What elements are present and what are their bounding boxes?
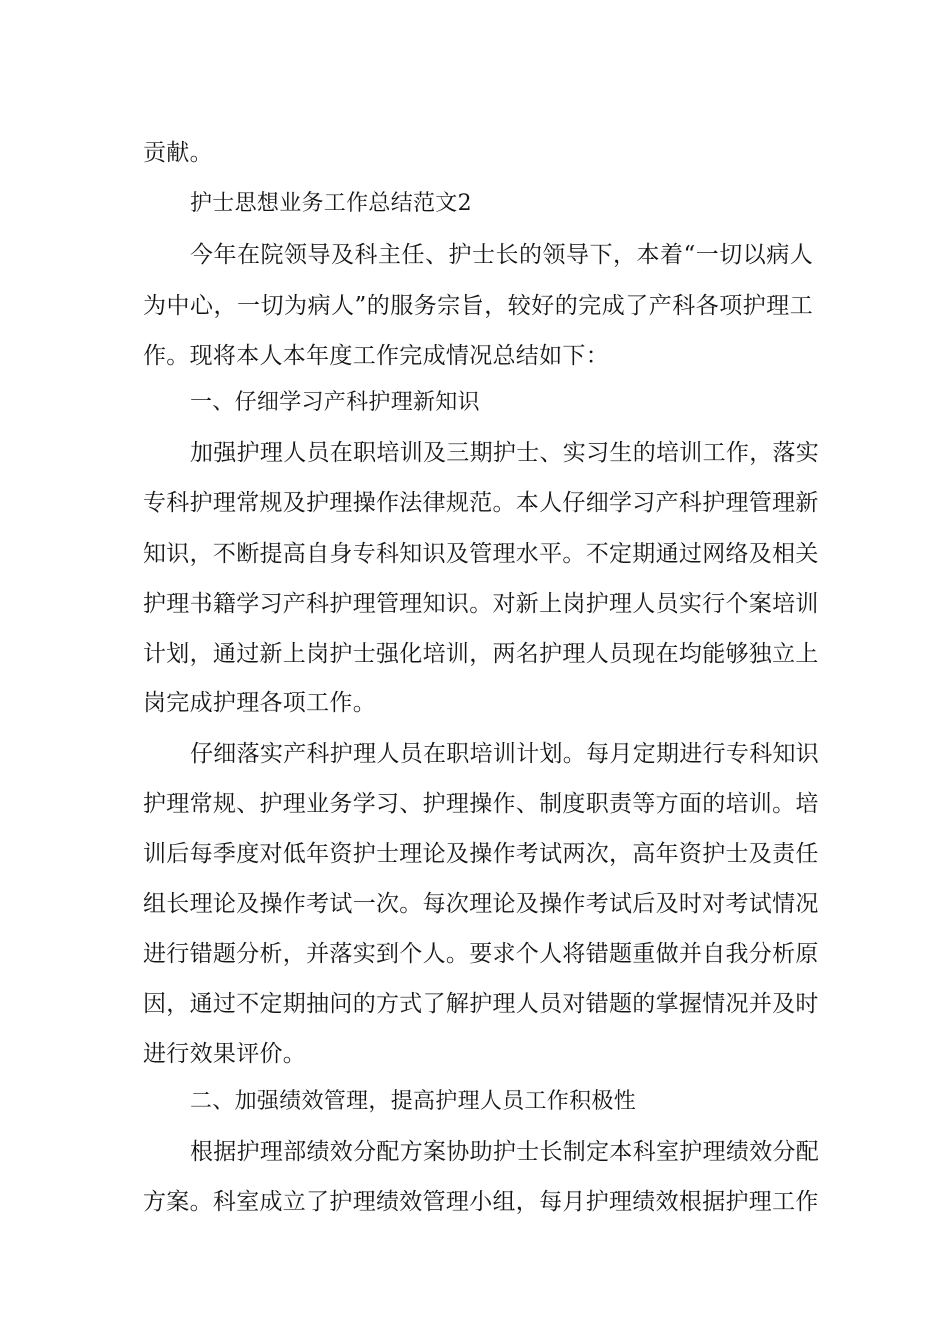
section-heading-2: 二、加强绩效管理，提高护理人员工作积极性: [190, 1089, 637, 1114]
body-line: 岗完成护理各项工作。: [143, 690, 376, 716]
body-line: 护理书籍学习产科护理管理知识。对新上岗护理人员实行个案培训: [143, 591, 819, 617]
paragraph-tail: 贡献。: [143, 140, 213, 166]
body-line: 因，通过不定期抽问的方式了解护理人员对错题的掌握情况并及时: [143, 991, 819, 1017]
body-line: 计划，通过新上岗护士强化培训，两名护理人员现在均能够独立上: [143, 641, 819, 667]
body-line: 知识，不断提高自身专科知识及管理水平。不定期通过网络及相关: [143, 541, 819, 567]
section-heading-1: 一、仔细学习产科护理新知识: [190, 390, 480, 415]
body-line: 根据护理部绩效分配方案协助护士长制定本科室护理绩效分配: [190, 1139, 820, 1165]
body-line: 组长理论及操作考试一次。每次理论及操作考试后及时对考试情况: [143, 891, 819, 917]
document-title: 护士思想业务工作总结范文2: [190, 191, 472, 216]
body-line: 方案。科室成立了护理绩效管理小组，每月护理绩效根据护理工作: [143, 1189, 819, 1215]
body-line: 进行错题分析，并落实到个人。要求个人将错题重做并自我分析原: [143, 941, 819, 967]
body-line: 为中心，一切为病人”的服务宗旨，较好的完成了产科各项护理工: [143, 293, 813, 319]
body-line: 仔细落实产科护理人员在职培训计划。每月定期进行专科知识: [190, 741, 820, 767]
body-line: 加强护理人员在职培训及三期护士、实习生的培训工作，落实: [190, 440, 820, 466]
body-line: 护理常规、护理业务学习、护理操作、制度职责等方面的培训。培: [143, 791, 819, 817]
body-line: 进行效果评价。: [143, 1041, 307, 1067]
body-line: 专科护理常规及护理操作法律规范。本人仔细学习产科护理管理新: [143, 490, 819, 516]
body-line: 作。现将本人本年度工作完成情况总结如下：: [143, 343, 609, 369]
body-line: 训后每季度对低年资护士理论及操作考试两次，高年资护士及责任: [143, 841, 819, 867]
body-line: 今年在院领导及科主任、护士长的领导下，本着“一切以病人: [190, 242, 813, 268]
